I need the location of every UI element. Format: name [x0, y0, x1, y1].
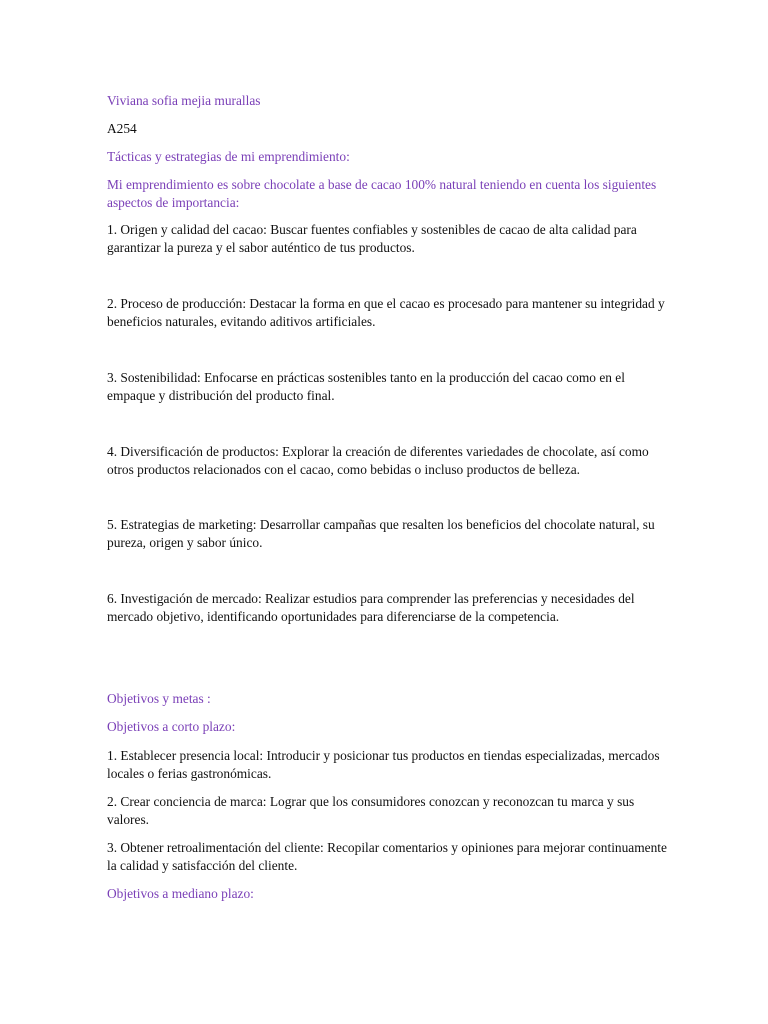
intro-paragraph: Mi emprendimiento es sobre chocolate a base de cacao 100% natural teniendo en cuenta los siguientes aspectos de importancia: — [107, 177, 657, 210]
section-title: Tácticas y estrategias de mi emprendimiento: — [107, 149, 350, 164]
medium-term-heading: Objetivos a mediano plazo: — [107, 886, 254, 901]
short-term-heading: Objetivos a corto plazo: — [107, 719, 236, 734]
short-term-item: 1. Establecer presencia local: Introducir y posicionar tus productos en tiendas especializadas, mercados locales o ferias gastronómicas. — [107, 748, 660, 781]
tactic-item: 3. Sostenibilidad: Enfocarse en prácticas sostenibles tanto en la producción del cacao como en el empaque y distribución del producto final. — [107, 370, 625, 403]
short-term-item: 2. Crear conciencia de marca: Lograr que los consumidores conozcan y reconozcan tu marca y sus valores. — [107, 794, 635, 827]
tactic-item: 1. Origen y calidad del cacao: Buscar fuentes confiables y sostenibles de cacao de alta calidad para garantizar la pureza y el sabor auténtico de tus productos. — [107, 222, 637, 255]
tactic-item: 4. Diversificación de productos: Explorar la creación de diferentes variedades de chocolate, así como otros productos relacionados con el cacao, como bebidas o incluso productos de belleza. — [107, 444, 649, 477]
document-code: A254 — [107, 121, 137, 136]
tactic-item: 2. Proceso de producción: Destacar la forma en que el cacao es procesado para mantener su integridad y beneficios naturales, evitando aditivos artificiales. — [107, 296, 665, 329]
short-term-item: 3. Obtener retroalimentación del cliente: Recopilar comentarios y opiniones para mejorar continuamente la calidad y satisfacción del cliente. — [107, 840, 667, 873]
tactic-item: 5. Estrategias de marketing: Desarrollar campañas que resalten los beneficios del chocolate natural, su pureza, origen y sabor único. — [107, 517, 655, 550]
objectives-heading: Objetivos y metas : — [107, 691, 211, 706]
tactic-item: 6. Investigación de mercado: Realizar estudios para comprender las preferencias y necesidades del mercado objetivo, identificando oportunidades para diferenciarse de la competencia. — [107, 591, 635, 624]
author-name: Viviana sofia mejia murallas — [107, 93, 261, 108]
